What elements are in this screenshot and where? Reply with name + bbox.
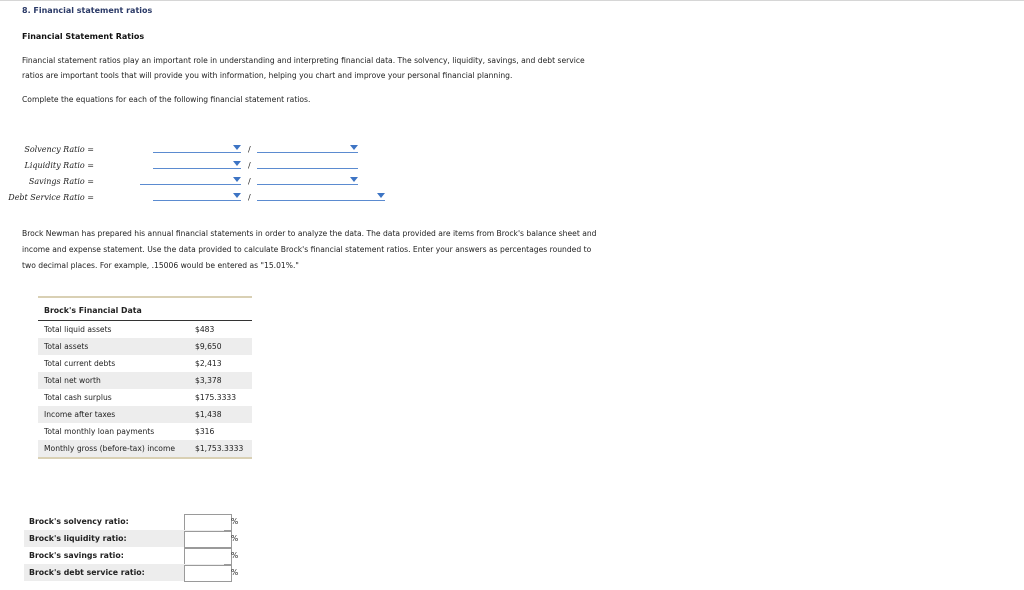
row-label: Monthly gross (before-tax) income [44, 444, 176, 453]
solvency-numerator-dropdown[interactable] [153, 142, 241, 153]
percent-unit: % [231, 568, 239, 577]
top-divider [0, 0, 1024, 1]
liquidity-numerator-dropdown[interactable] [153, 158, 241, 169]
debt-service-numerator-dropdown[interactable] [153, 190, 241, 201]
savings-ratio-label: Savings Ratio = [28, 177, 94, 186]
row-value: $175.3333 [195, 393, 237, 402]
debt-service-answer-row [24, 564, 239, 581]
row-label: Total cash surplus [44, 393, 112, 402]
solvency-ratio-input[interactable] [184, 514, 232, 531]
savings-ratio-input[interactable] [184, 548, 232, 565]
table-row [38, 389, 252, 406]
row-value: $1,753.3333 [195, 444, 244, 453]
chevron-down-icon [233, 145, 241, 150]
chevron-down-icon [377, 193, 385, 198]
answer-label: Brock's liquidity ratio: [29, 534, 127, 543]
row-value: $1,438 [195, 410, 222, 419]
liquidity-ratio-input[interactable] [184, 531, 232, 548]
savings-answer-row [24, 547, 239, 564]
table-row [38, 372, 252, 389]
table-row [38, 423, 252, 440]
debt-service-ratio-label: Debt Service Ratio = [8, 193, 94, 202]
percent-unit: % [231, 517, 239, 526]
liquidity-ratio-label: Liquidity Ratio = [24, 161, 94, 170]
liquidity-answer-row [24, 530, 239, 547]
table-row [38, 406, 252, 423]
financial-data-table [38, 296, 252, 459]
debt-service-denominator-dropdown[interactable] [257, 190, 385, 201]
division-slash: / [248, 145, 251, 154]
row-label: Income after taxes [44, 410, 116, 419]
chevron-down-icon [233, 193, 241, 198]
intro-line-2: ratios are important tools that will provide you with information, helping you chart and improve your personal financial planning. [22, 71, 513, 80]
table-bottom-rule [38, 457, 252, 459]
row-label: Total current debts [44, 359, 116, 368]
row-label: Total net worth [44, 376, 101, 385]
table-title: Brock's Financial Data [44, 306, 142, 315]
intro-line-1: Financial statement ratios play an important role in understanding and interpreting financial data. The solvency, liquidity, savings, and debt service [22, 56, 585, 65]
row-label: Total assets [44, 342, 89, 351]
chevron-down-icon [233, 177, 241, 182]
savings-numerator-dropdown[interactable] [140, 174, 241, 185]
answer-label: Brock's savings ratio: [29, 551, 124, 560]
row-label: Total liquid assets [44, 325, 112, 334]
solvency-answer-row [24, 513, 239, 530]
table-row [38, 440, 252, 457]
chevron-down-icon [350, 177, 358, 182]
row-value: $9,650 [195, 342, 222, 351]
row-value: $316 [195, 427, 215, 436]
solvency-denominator-dropdown[interactable] [257, 142, 358, 153]
row-value: $483 [195, 325, 215, 334]
scenario-line-1: Brock Newman has prepared his annual financial statements in order to analyze the data. The data provided are items from Brock's balance sheet and [22, 229, 597, 238]
savings-denominator-dropdown[interactable] [257, 174, 358, 185]
answer-label: Brock's debt service ratio: [29, 568, 145, 577]
scenario-line-2: income and expense statement. Use the data provided to calculate Brock's financial statement ratios. Enter your answers as percentages rounded to [22, 245, 592, 254]
debt-service-ratio-input[interactable] [184, 565, 232, 582]
chevron-down-icon [350, 145, 358, 150]
table-row [38, 321, 252, 338]
row-value: $2,413 [195, 359, 222, 368]
percent-unit: % [231, 534, 239, 543]
row-label: Total monthly loan payments [44, 427, 155, 436]
table-row [38, 355, 252, 372]
solvency-ratio-label: Solvency Ratio = [24, 145, 94, 154]
section-title: Financial Statement Ratios [22, 32, 145, 41]
chevron-down-icon [233, 161, 241, 166]
question-title: 8. Financial statement ratios [22, 6, 153, 15]
table-row [38, 338, 252, 355]
division-slash: / [248, 177, 251, 186]
instruction-text: Complete the equations for each of the following financial statement ratios. [22, 95, 311, 104]
row-value: $3,378 [195, 376, 222, 385]
scenario-line-3: two decimal places. For example, .15006 would be entered as "15.01%." [22, 261, 299, 270]
division-slash: / [248, 161, 251, 170]
answer-label: Brock's solvency ratio: [29, 517, 129, 526]
percent-unit: % [231, 551, 239, 560]
division-slash: / [248, 193, 251, 202]
liquidity-denominator-dropdown[interactable] [257, 158, 358, 169]
